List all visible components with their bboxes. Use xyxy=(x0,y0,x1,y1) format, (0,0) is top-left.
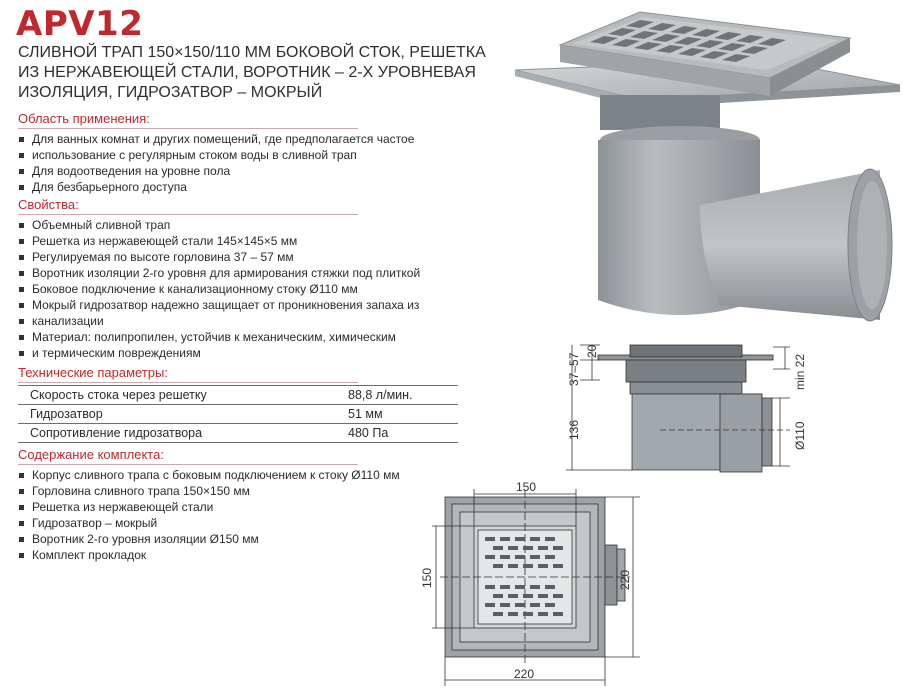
dim-220-bottom: 220 xyxy=(514,667,535,681)
param-value: 88,8 л/мин. xyxy=(340,386,458,405)
list-item: Объемный сливной трап xyxy=(18,217,498,233)
dim-37-57: 37–57 xyxy=(567,352,581,386)
dim-min22: min 22 xyxy=(793,353,807,390)
list-item: Решетка из нержавеющей стали xyxy=(18,499,498,515)
list-item: Боковое подключение к канализационному стоку Ø110 мм xyxy=(18,281,498,297)
dim-150-top: 150 xyxy=(516,480,537,494)
tech-heading: Технические параметры: xyxy=(18,365,358,383)
list-item: Для ванных комнат и других помещений, где предполагается частое xyxy=(18,131,498,147)
param-label: Гидрозатвор xyxy=(18,405,340,424)
subtitle-line: СЛИВНОЙ ТРАП 150×150/110 ММ БОКОВОЙ СТОК, РЕШЕТКА xyxy=(18,44,486,61)
list-item: Регулируемая по высоте горловина 37 – 57 мм xyxy=(18,249,498,265)
elev-side-pipe xyxy=(720,394,762,472)
dim-20: 20 xyxy=(585,344,599,358)
side-elevation-drawing xyxy=(566,345,790,472)
properties-heading: Свойства: xyxy=(18,197,358,215)
kit-heading: Содержание комплекта: xyxy=(18,447,358,465)
application-heading: Область применения: xyxy=(18,111,358,129)
list-item: Для водоотведения на уровне пола xyxy=(18,163,498,179)
dim-136: 136 xyxy=(567,419,581,440)
plan-side-outlet xyxy=(605,545,617,605)
neck-body xyxy=(600,95,720,130)
list-item: Для безбарьерного доступа xyxy=(18,179,498,195)
list-item: Гидрозатвор – мокрый xyxy=(18,515,498,531)
list-item: использование с регулярным стоком воды в сливной трап xyxy=(18,147,498,163)
drain-3d-illustration xyxy=(515,12,900,321)
list-item: Комплект прокладок xyxy=(18,547,498,563)
elev-grate xyxy=(630,345,742,357)
list-item: Корпус сливного трапа с боковым подключением к стоку Ø110 мм xyxy=(18,467,498,483)
dim-d110: Ø110 xyxy=(793,421,807,450)
product-code: APV12 xyxy=(16,4,144,44)
list-item: Воротник изоляции 2-го уровня для армирования стяжки под плиткой xyxy=(18,265,498,281)
list-item: Материал: полипропилен, устойчив к механическим, химическим xyxy=(18,329,498,345)
param-value: 51 мм xyxy=(340,405,458,424)
list-item: Воротник 2-го уровня изоляции Ø150 мм xyxy=(18,531,498,547)
list-item: канализации xyxy=(18,313,498,329)
dim-150-left: 150 xyxy=(420,567,434,588)
param-value: 480 Па xyxy=(340,424,458,443)
subtitle-line: ИЗОЛЯЦИЯ, ГИДРОЗАТВОР – МОКРЫЙ xyxy=(18,84,323,101)
subtitle-line: ИЗ НЕРЖАВЕЮЩЕЙ СТАЛИ, ВОРОТНИК – 2-Х УРОВНЕВАЯ xyxy=(18,64,476,81)
param-label: Скорость стока через решетку xyxy=(18,386,340,405)
param-label: Сопротивление гидрозатвора xyxy=(18,424,340,443)
list-item: Решетка из нержавеющей стали 145×145×5 мм xyxy=(18,233,498,249)
list-item: и термическим повреждениям xyxy=(18,345,498,361)
dim-220-right: 220 xyxy=(618,569,632,590)
list-item: Мокрый гидрозатвор надежно защищает от проникновения запаха из xyxy=(18,297,498,313)
list-item: Горловина сливного трапа 150×150 мм xyxy=(18,483,498,499)
